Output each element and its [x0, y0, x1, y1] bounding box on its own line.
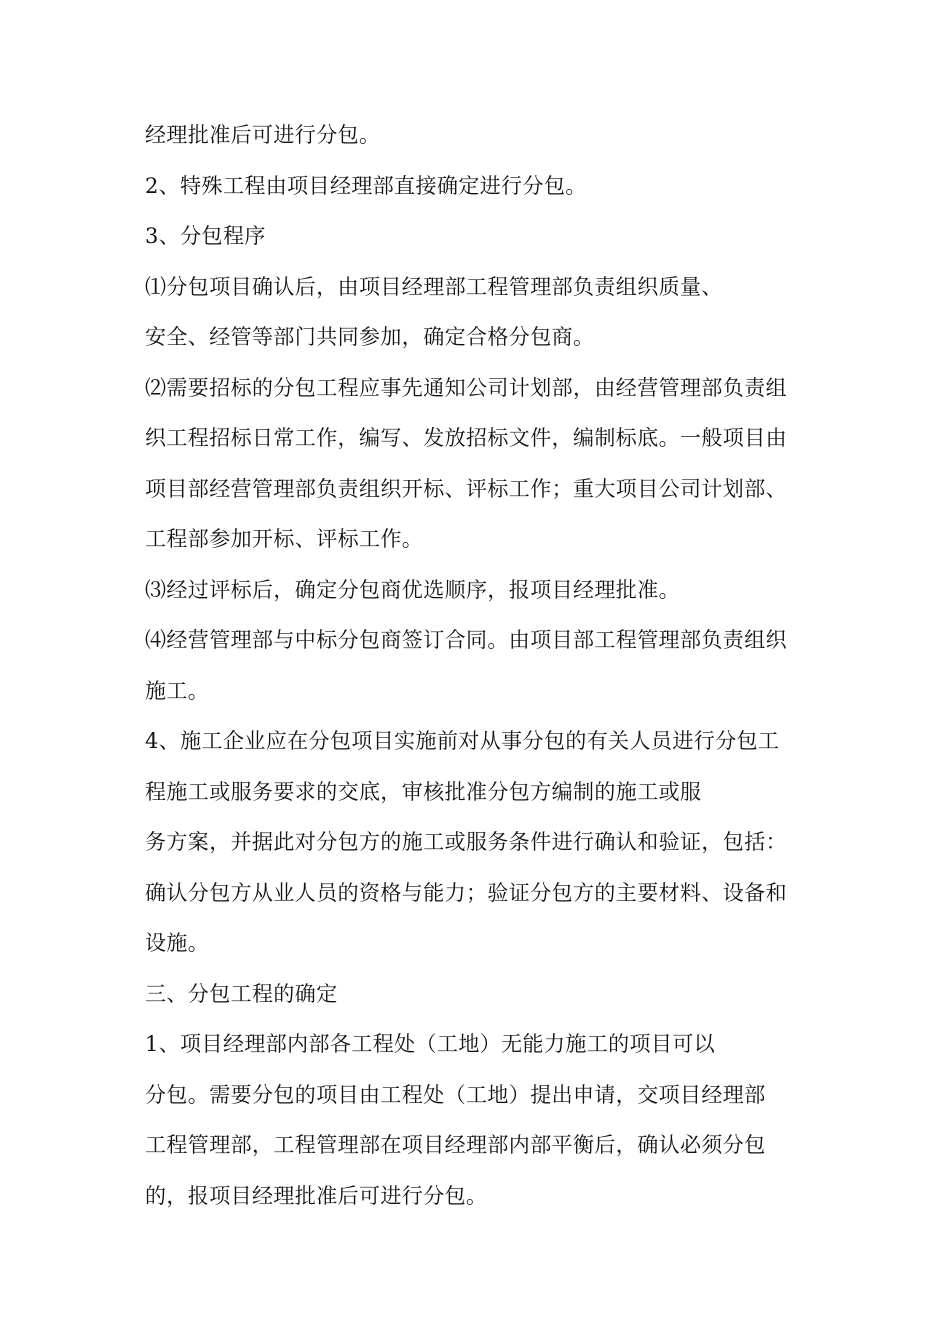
text-line: 4、施工企业应在分包项目实施前对从事分包的有关人员进行分包工	[145, 729, 780, 753]
text-line: ⑵需要招标的分包工程应事先通知公司计划部，由经营管理部负责组	[145, 375, 787, 400]
text-line: ⑴分包项目确认后，由项目经理部工程管理部负责组织质量、	[145, 274, 723, 299]
document-body	[145, 110, 825, 1221]
text-line: 经理批准后可进行分包。	[145, 123, 381, 147]
text-line: 设施。	[145, 931, 210, 955]
text-line: 工程部参加开标、评标工作。	[145, 527, 424, 551]
text-line: 工程管理部，工程管理部在项目经理部内部平衡后，确认必须分包	[145, 1133, 766, 1157]
text-line: 的，报项目经理批准后可进行分包。	[145, 1183, 488, 1208]
text-line: 分包。需要分包的项目由工程处（工地）提出申请，交项目经理部	[145, 1082, 766, 1107]
text-line: ⑶经过评标后，确定分包商优选顺序，报项目经理批准。	[145, 577, 680, 602]
text-line: 务方案，并据此对分包方的施工或服务条件进行确认和验证，包括：	[145, 830, 787, 854]
text-line: 1、项目经理部内部各工程处（工地）无能力施工的项目可以	[145, 1032, 716, 1056]
section-heading: 3、分包程序	[145, 224, 266, 248]
section-heading: 三、分包工程的确定	[145, 981, 338, 1006]
text-line: 2、特殊工程由项目经理部直接确定进行分包。	[145, 173, 587, 198]
text-line: 安全、经管等部门共同参加，确定合格分包商。	[145, 325, 595, 349]
text-line: 施工。	[145, 678, 210, 703]
text-line: ⑷经营管理部与中标分包商签订合同。由项目部工程管理部负责组织	[145, 628, 787, 652]
text-line: 程施工或服务要求的交底，审核批准分包方编制的施工或服	[145, 779, 702, 804]
text-line: 织工程招标日常工作，编写、发放招标文件，编制标底。一般项目由	[145, 426, 787, 450]
text-line: 项目部经营管理部负责组织开标、评标工作；重大项目公司计划部、	[145, 476, 787, 501]
text-line: 确认分包方从业人员的资格与能力；验证分包方的主要材料、设备和	[145, 880, 787, 905]
